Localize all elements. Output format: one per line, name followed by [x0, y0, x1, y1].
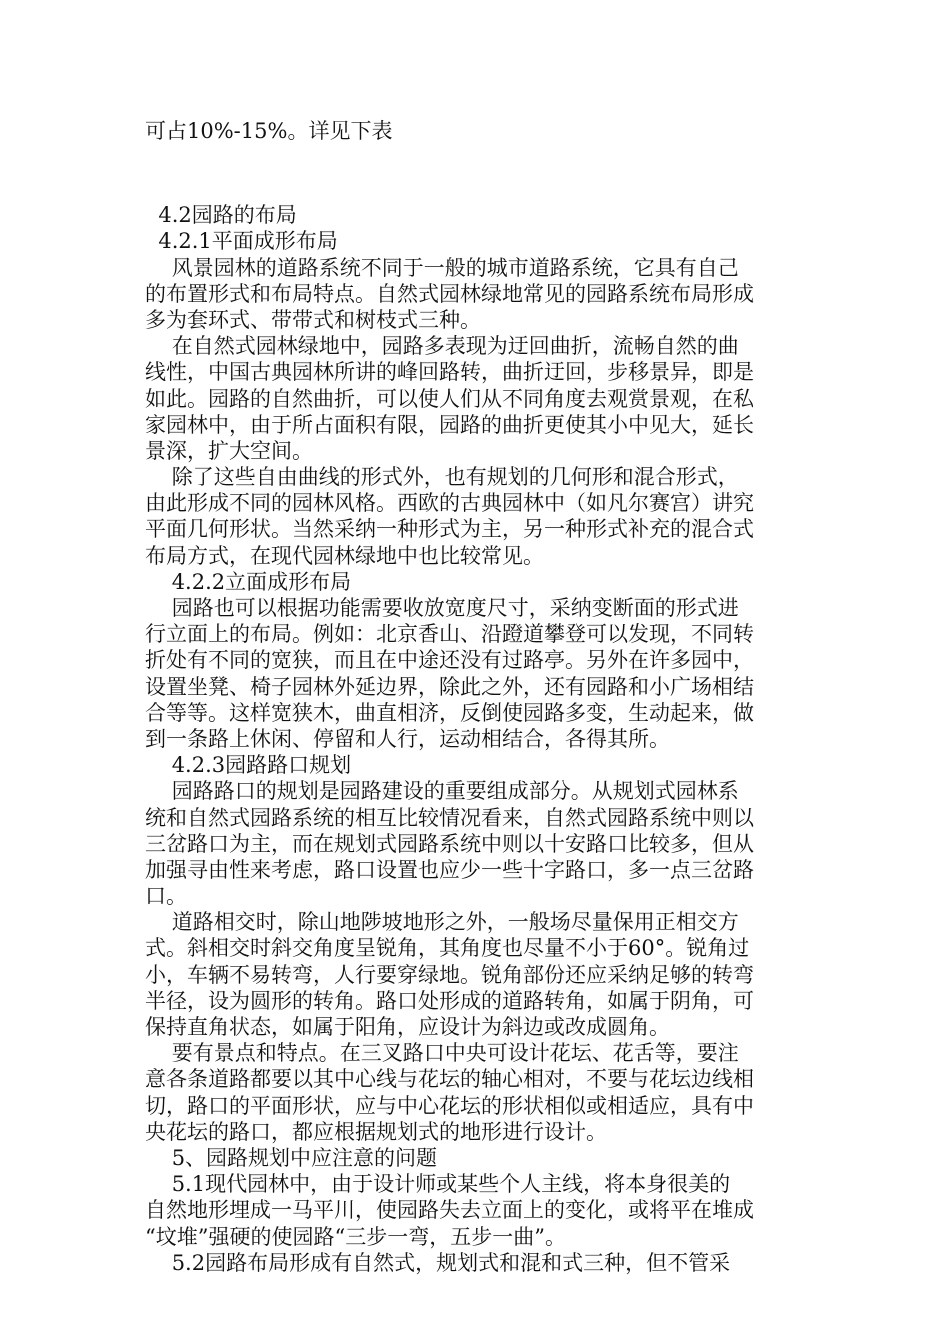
text-line: 园路也可以根据功能需要收放宽度尺寸，采纳变断面的形式进	[145, 596, 739, 620]
text-line: 5.2园路布局形成有自然式，规划式和混和式三种，但不管采	[145, 1250, 731, 1275]
opening-text-block	[145, 118, 805, 144]
text-line: 4.2园路的布局	[145, 203, 297, 228]
text-line: 多为套环式、带带式和树枝式三种。	[145, 307, 481, 332]
text-line: 在自然式园林绿地中，园路多表现为迂回曲折，流畅自然的曲	[145, 334, 739, 359]
text-line: 如此。园路的自然曲折，可以使人们从不同角度去观赏景观，在私	[145, 386, 754, 411]
text-line: 设置坐凳、椅子园林外延边界，除此之外，还有园路和小广场相结	[145, 674, 754, 699]
text-line: 三岔路口为主，而在规划式园路系统中则以十安路口比较多，但从	[145, 831, 754, 856]
document-page	[145, 118, 805, 1276]
text-line: 4.2.2立面成形布局	[145, 569, 352, 594]
text-line: 由此形成不同的园林风格。西欧的古典园林中（如凡尔赛宫）讲究	[145, 491, 754, 516]
text-line: 口。	[145, 884, 187, 909]
text-line: “坟堆”强硬的使园路“三步一弯，五步一曲”。	[145, 1224, 566, 1249]
text-line: 统和自然式园路系统的相互比较情况看来，自然式园路系统中则以	[145, 805, 754, 830]
text-line: 平面几何形状。当然采纳一种形式为主，另一种形式补充的混合式	[145, 517, 754, 542]
text-line: 半径，设为圆形的转角。路口处形成的道路转角，如属于阴角，可	[145, 988, 754, 1013]
text-line: 折处有不同的宽狭，而且在中途还没有过路亭。另外在许多园中，	[145, 648, 754, 673]
text-line: 自然地形埋成一马平川，使园路失去立面上的变化，或将平在堆成	[145, 1198, 754, 1223]
text-line: 家园林中，由于所占面积有限，园路的曲折更使其小中见大，延长	[145, 412, 754, 437]
text-line: 央花坛的路口，都应根据规划式的地形进行设计。	[145, 1119, 607, 1144]
text-line: 到一条路上休闲、停留和人行，运动相结合，各得其所。	[145, 726, 670, 751]
text-line: 布局方式，在现代园林绿地中也比较常见。	[145, 543, 544, 568]
text-line: 道路相交时，除山地陟坡地形之外，一般场尽量保用正相交方	[145, 910, 739, 935]
text-line: 保持直角状态，如属于阳角，应设计为斜边或改成圆角。	[145, 1015, 670, 1039]
text-line: 园路路口的规划是园路建设的重要组成部分。从规划式园林系	[145, 779, 739, 804]
text-line: 5.1现代园林中，由于设计师或某些个人主线，将本身很美的	[145, 1172, 731, 1197]
text-line: 线性，中国古典园林所讲的峰回路转，曲折迂回，步移景异，即是	[145, 360, 754, 385]
text-line: 要有景点和特点。在三叉路口中央可设计花坛、花舌等，要注	[145, 1041, 739, 1066]
text-line: 的布置形式和布局特点。自然式园林绿地常见的园路系统布局形成	[145, 281, 754, 306]
text-line: 除了这些自由曲线的形式外，也有规划的几何形和混合形式，	[145, 465, 739, 490]
text-line: 切，路口的平面形状，应与中心花坛的形状相似或相适应，具有中	[145, 1093, 754, 1118]
text-line: 4.2.1平面成形布局	[145, 229, 338, 254]
section-4-2-text-block	[145, 202, 805, 1276]
text-line: 小，车辆不易转弯，人行要穿绿地。锐角部份还应采纳足够的转弯	[145, 962, 754, 987]
text-line: 行立面上的布局。例如：北京香山、沿蹬道攀登可以发现，不同转	[145, 622, 754, 647]
text-line: 式。斜相交时斜交角度呈锐角，其角度也尽量不小于60°。锐角过	[145, 936, 750, 961]
text-line: 加强寻由性来考虑，路口设置也应少一些十字路口，多一点三岔路	[145, 857, 754, 882]
text-line: 合等等。这样宽狭木，曲直相济，反倒使园路多变，生动起来，做	[145, 700, 754, 725]
table-gap	[145, 144, 805, 202]
text-line: 意各条道路都要以其中心线与花坛的轴心相对，不要与花坛边线相	[145, 1067, 754, 1092]
text-line: 风景园林的道路系统不同于一般的城市道路系统，它具有自己	[145, 255, 739, 280]
text-line: 可占10%-15%。详见下表	[145, 119, 393, 143]
text-line: 景深，扩大空间。	[145, 438, 313, 463]
text-line: 5、园路规划中应注意的问题	[145, 1145, 438, 1170]
text-line: 4.2.3园路路口规划	[145, 753, 352, 778]
